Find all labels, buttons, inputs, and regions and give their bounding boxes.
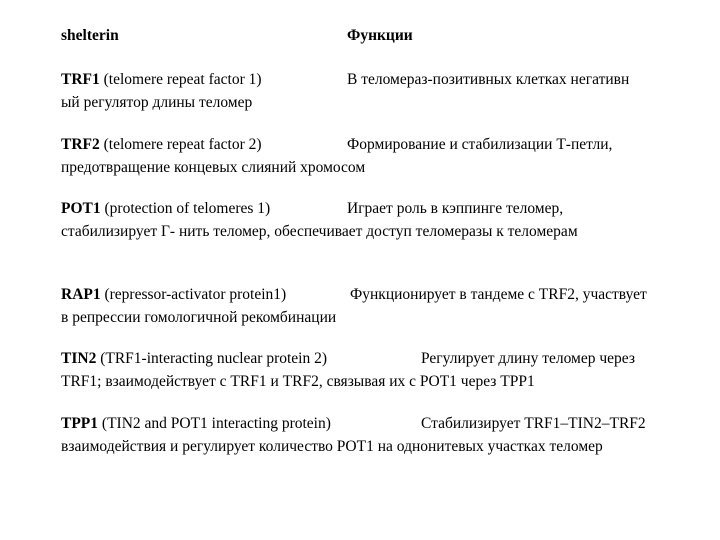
entry-line-2: стабилизирует Г- нить теломер, обеспечивает доступ теломеразы к теломерам [61, 223, 578, 240]
protein-function: Регулирует длину теломер через [421, 350, 635, 367]
entry-line-1 [61, 197, 706, 220]
protein-function: Играет роль в кэппинге теломер, [347, 200, 564, 217]
protein-name: TRF2 [61, 136, 100, 153]
entry-tpp1 [61, 412, 706, 458]
entry-line-2: взаимодействия и регулирует количество POT1 на однонитевых участках теломер [61, 438, 603, 455]
entry-trf2 [61, 133, 706, 179]
protein-full-name: (telomere repeat factor 1) [99, 71, 262, 88]
entry-line-1 [61, 412, 706, 435]
protein-full-name: (repressor-activator protein1) [100, 286, 287, 303]
protein-full-name: (TIN2 and POT1 interacting protein) [98, 415, 331, 432]
protein-full-name: (TRF1-interacting nuclear protein 2) [96, 350, 328, 367]
entry-pot1 [61, 197, 706, 243]
header-functions: Функции [347, 27, 413, 44]
entry-line-2: TRF1; взаимодействует с TRF1 и TRF2, связывая их с POT1 через TPP1 [61, 373, 535, 390]
entry-line-1 [61, 133, 706, 156]
entry-line-2: ый регулятор длины теломер [61, 94, 253, 111]
protein-function: Стабилизирует TRF1–TIN2–TRF2 [421, 415, 646, 432]
protein-name: TPP1 [61, 415, 99, 432]
header-shelterin: shelterin [61, 27, 119, 44]
entry-line-2: в репрессии гомологичной рекомбинации [61, 309, 337, 326]
protein-name: POT1 [61, 200, 101, 217]
protein-name: TIN2 [61, 350, 97, 367]
protein-name: RAP1 [61, 286, 101, 303]
protein-function: Функционирует в тандеме с TRF2, участвует [350, 286, 647, 303]
entry-trf1 [61, 68, 706, 114]
protein-full-name: (protection of telomeres 1) [100, 200, 271, 217]
protein-full-name: (telomere repeat factor 2) [99, 136, 262, 153]
protein-function: В теломераз-позитивных клетках негативн [347, 71, 630, 88]
entry-tin2 [61, 347, 706, 393]
protein-function: Формирование и стабилизации Т-петли, [347, 136, 613, 153]
protein-name: TRF1 [61, 71, 100, 88]
entry-line-2: предотвращение концевых слияний хромосом [61, 159, 366, 176]
entry-line-1 [61, 283, 706, 306]
entry-line-1 [61, 347, 706, 370]
entry-line-1 [61, 68, 706, 91]
entry-rap1 [61, 283, 706, 329]
